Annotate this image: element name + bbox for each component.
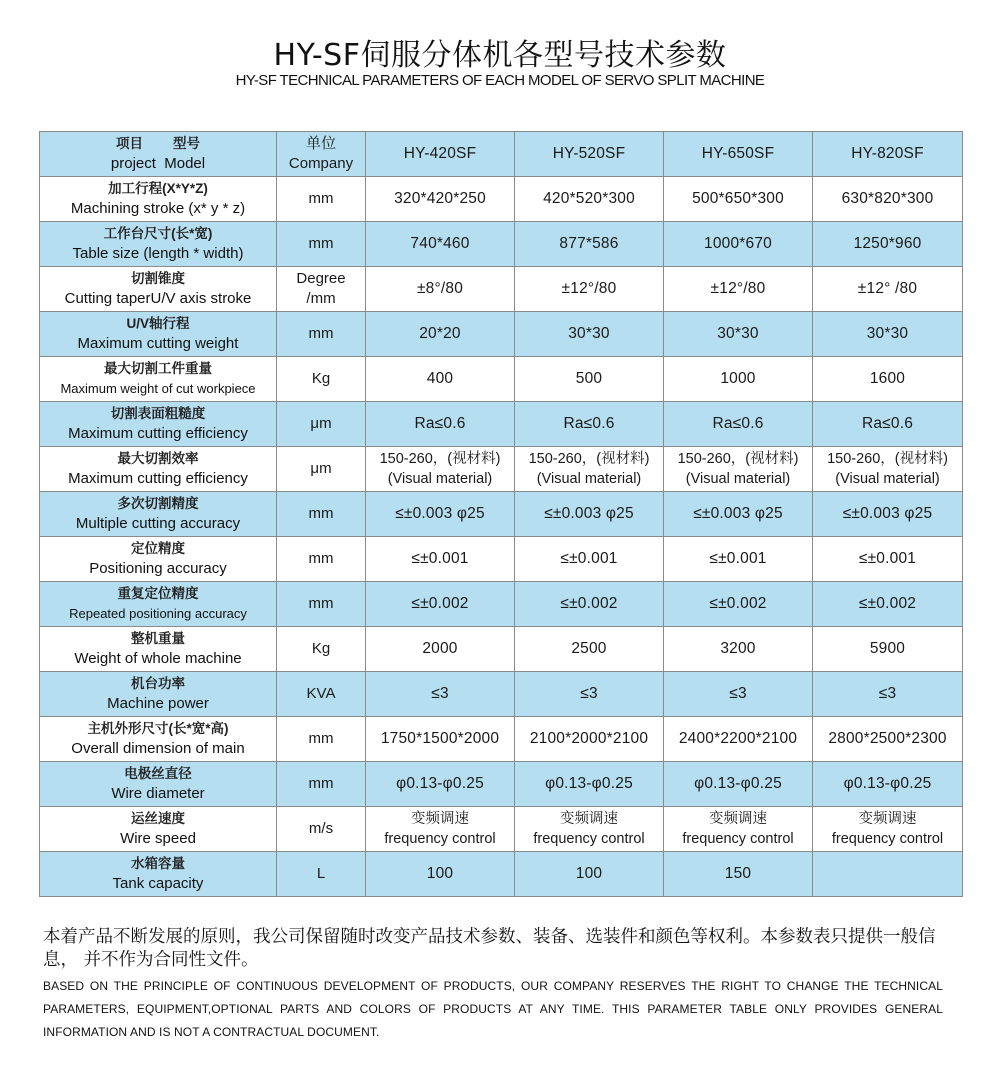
row-value-cell: ≤±0.001 xyxy=(515,537,664,582)
row-unit: Degree xyxy=(296,270,346,287)
row-value-cell: ≤3 xyxy=(813,672,963,717)
page-title: HY-SF伺服分体机各型号技术参数 xyxy=(273,38,727,73)
row-value-line2: (Visual material) xyxy=(685,471,791,487)
row-value-cell: ≤3 xyxy=(366,672,515,717)
header-model: HY-520SF xyxy=(515,132,664,177)
header-label-en: project Model xyxy=(110,155,206,172)
row-value-cell: 1250*960 xyxy=(813,222,963,267)
row-label-cell xyxy=(40,312,277,357)
header-label-cn: 项目 型号 xyxy=(115,136,200,151)
row-value-cell: Ra≤0.6 xyxy=(664,402,813,447)
row-unit: mm xyxy=(308,730,334,747)
row-value-cell: Ra≤0.6 xyxy=(515,402,664,447)
row-unit: Kg xyxy=(311,640,331,657)
row-value-line1: 150-260，(视材料) xyxy=(528,451,650,467)
table-row xyxy=(40,492,963,537)
row-value-cell: 500 xyxy=(515,357,664,402)
row-value-cell: ±12°/80 xyxy=(664,267,813,312)
row-value-cell: 740*460 xyxy=(366,222,515,267)
row-label-cn: 加工行程(X*Y*Z) xyxy=(108,181,208,196)
row-value-line1: 150-260，(视材料) xyxy=(677,451,799,467)
row-unit-cell xyxy=(277,267,366,312)
row-label-cn: 工作台尺寸(长*宽) xyxy=(103,226,213,241)
row-label-cn: 最大切割工件重量 xyxy=(104,361,212,376)
row-label-cn: 多次切割精度 xyxy=(117,496,199,511)
row-label-cell xyxy=(40,537,277,582)
row-label-en: Machining stroke (x* y * z) xyxy=(70,200,246,217)
row-value-line2: frequency control xyxy=(831,831,944,847)
row-label-en: Overall dimension of main xyxy=(71,740,245,757)
row-unit-cell xyxy=(277,672,366,717)
row-unit: L xyxy=(316,865,326,882)
row-label-cn: 机台功率 xyxy=(131,676,185,691)
row-value-cell: 1000*670 xyxy=(664,222,813,267)
row-value-cell: φ0.13-φ0.25 xyxy=(515,762,664,807)
table-row xyxy=(40,582,963,627)
table-row xyxy=(40,537,963,582)
row-value-line2: frequency control xyxy=(682,831,794,847)
row-value-cell: φ0.13-φ0.25 xyxy=(664,762,813,807)
row-unit-cell xyxy=(277,447,366,492)
row-value-cell: ≤±0.003 φ25 xyxy=(366,492,515,537)
row-value-line1: 变频调速 xyxy=(560,811,618,827)
row-value-cell: 400 xyxy=(366,357,515,402)
row-value-cell: ≤±0.001 xyxy=(664,537,813,582)
row-value-cell: ±12° /80 xyxy=(813,267,963,312)
row-value-cell: 2100*2000*2100 xyxy=(515,717,664,762)
row-label-cn: 主机外形尺寸(长*宽*高) xyxy=(87,721,229,736)
row-label-cell xyxy=(40,627,277,672)
row-label-cell xyxy=(40,852,277,897)
row-unit-cell xyxy=(277,627,366,672)
page-subtitle: HY-SF TECHNICAL PARAMETERS OF EACH MODEL OF SERVO SPLIT MACHINE xyxy=(235,72,765,89)
row-value-cell: Ra≤0.6 xyxy=(813,402,963,447)
row-value-cell: ≤±0.003 φ25 xyxy=(813,492,963,537)
row-value-cell: 630*820*300 xyxy=(813,177,963,222)
row-value-cell xyxy=(515,807,664,852)
row-value-cell xyxy=(515,447,664,492)
row-unit-cell xyxy=(277,852,366,897)
header-unit-cell xyxy=(277,132,366,177)
row-unit-cell xyxy=(277,357,366,402)
row-value-cell: 1600 xyxy=(813,357,963,402)
row-unit-cell xyxy=(277,177,366,222)
table-row xyxy=(40,267,963,312)
row-label-en: Wire speed xyxy=(120,830,196,847)
row-unit-cell xyxy=(277,762,366,807)
row-value-line1: 150-260，(视材料) xyxy=(379,451,501,467)
disclaimer-en: BASED ON THE PRINCIPLE OF CONTINUOUS DEVELOPMENT OF PRODUCTS, OUR COMPANY RESERVES THE RIGHT TO CHANGE THE TECHNICAL PARAMETERS, EQUIPMENT,OPTIONAL PARTS AND COLORS OF PRODUCTS AT ANY TIME. THIS PARAMETER TABLE ONLY PROVIDES GENERAL INFORMATION AND IS NOT A CONTRACTUAL DOCUMENT. xyxy=(43,979,943,1039)
row-unit-cell xyxy=(277,537,366,582)
row-value-cell: ≤±0.002 xyxy=(515,582,664,627)
row-label-cell xyxy=(40,447,277,492)
row-value-line2: (Visual material) xyxy=(536,471,642,487)
row-value-cell xyxy=(366,447,515,492)
spec-table xyxy=(39,131,963,897)
row-value-cell: 5900 xyxy=(813,627,963,672)
table-header-row xyxy=(40,132,963,177)
row-value-cell xyxy=(366,807,515,852)
row-label-cell xyxy=(40,357,277,402)
row-value-cell: ≤±0.002 xyxy=(813,582,963,627)
row-value-cell: ≤±0.003 φ25 xyxy=(515,492,664,537)
row-label-cn: 切割锥度 xyxy=(131,271,185,286)
row-value-cell: ≤±0.002 xyxy=(366,582,515,627)
row-value-line1: 变频调速 xyxy=(411,811,469,827)
row-unit-cell xyxy=(277,312,366,357)
row-label-cell xyxy=(40,582,277,627)
row-value-cell xyxy=(664,807,813,852)
row-label-en: Wire diameter xyxy=(111,785,205,802)
table-row xyxy=(40,807,963,852)
table-row xyxy=(40,672,963,717)
row-label-cell xyxy=(40,222,277,267)
row-label-en: Maximum cutting efficiency xyxy=(68,425,248,442)
row-label-cn: 运丝速度 xyxy=(131,811,185,826)
table-row xyxy=(40,852,963,897)
row-label-en: Cutting taperU/V axis stroke xyxy=(64,290,252,307)
table-row xyxy=(40,447,963,492)
row-label-en: Tank capacity xyxy=(112,875,204,892)
row-value-line2: frequency control xyxy=(533,831,645,847)
row-label-en: Maximum cutting weight xyxy=(77,335,239,352)
row-unit: KVA xyxy=(306,685,336,702)
row-label-cn: 电极丝直径 xyxy=(124,766,192,781)
row-value-line2: (Visual material) xyxy=(387,471,493,487)
row-label-en: Multiple cutting accuracy xyxy=(75,515,241,532)
row-value-cell: φ0.13-φ0.25 xyxy=(813,762,963,807)
row-value-cell: 2500 xyxy=(515,627,664,672)
row-label-cn: 水箱容量 xyxy=(131,856,185,871)
header-model: HY-820SF xyxy=(813,132,963,177)
row-value-cell: 320*420*250 xyxy=(366,177,515,222)
row-value-cell: 1750*1500*2000 xyxy=(366,717,515,762)
row-value-line2: frequency control xyxy=(384,831,496,847)
row-unit: m/s xyxy=(308,820,334,837)
row-value-cell: 30*30 xyxy=(515,312,664,357)
row-label-cell xyxy=(40,267,277,312)
row-value-cell: 20*20 xyxy=(366,312,515,357)
header-unit-cn: 单位 xyxy=(305,135,336,152)
row-unit: mm xyxy=(308,595,334,612)
row-unit-cell xyxy=(277,402,366,447)
table-row xyxy=(40,312,963,357)
row-unit: Kg xyxy=(311,370,331,387)
row-label-cell xyxy=(40,402,277,447)
row-label-en: Weight of whole machine xyxy=(74,650,242,667)
row-unit-cell xyxy=(277,222,366,267)
row-value-cell: 100 xyxy=(366,852,515,897)
row-value-cell: 30*30 xyxy=(813,312,963,357)
row-label-cell xyxy=(40,717,277,762)
row-unit-cell xyxy=(277,807,366,852)
row-unit-cell xyxy=(277,582,366,627)
row-value-cell: ±8°/80 xyxy=(366,267,515,312)
row-unit: mm xyxy=(308,775,334,792)
row-value-cell: 1000 xyxy=(664,357,813,402)
row-unit: μm xyxy=(310,460,332,477)
row-label-cell xyxy=(40,762,277,807)
header-unit-en: Company xyxy=(288,155,354,172)
row-value-cell: ±12°/80 xyxy=(515,267,664,312)
row-unit: mm xyxy=(308,550,334,567)
row-label-cn: 最大切割效率 xyxy=(117,451,199,466)
row-value-line1: 变频调速 xyxy=(858,811,917,827)
row-value-cell: Ra≤0.6 xyxy=(366,402,515,447)
row-label-en: Machine power xyxy=(107,695,209,712)
row-label-en: Maximum cutting efficiency xyxy=(68,470,248,487)
row-value-cell: ≤3 xyxy=(664,672,813,717)
row-value-cell xyxy=(813,447,963,492)
table-row xyxy=(40,627,963,672)
header-model: HY-420SF xyxy=(366,132,515,177)
row-label-cn: U/V轴行程 xyxy=(126,316,190,331)
row-label-cell xyxy=(40,492,277,537)
row-unit-cell xyxy=(277,717,366,762)
table-row xyxy=(40,762,963,807)
row-unit: mm xyxy=(308,190,334,207)
row-value-cell: 2400*2200*2100 xyxy=(664,717,813,762)
row-value-cell xyxy=(813,852,963,897)
row-label-cn: 重复定位精度 xyxy=(117,586,199,601)
row-value-cell: 30*30 xyxy=(664,312,813,357)
row-value-cell xyxy=(813,807,963,852)
row-value-cell: 2000 xyxy=(366,627,515,672)
row-label-cn: 整机重量 xyxy=(131,631,185,646)
row-value-cell: 3200 xyxy=(664,627,813,672)
row-value-cell: 500*650*300 xyxy=(664,177,813,222)
table-row xyxy=(40,402,963,447)
row-label-cn: 定位精度 xyxy=(131,541,185,556)
row-label-cell xyxy=(40,807,277,852)
disclaimer-cn: 本着产品不断发展的原则，我公司保留随时改变产品技术参数、装备、选装件和颜色等权利。本参数表只提供一般信息， 并不作为合同性文件。 xyxy=(43,927,936,970)
header-model: HY-650SF xyxy=(664,132,813,177)
row-label-en: Positioning accuracy xyxy=(89,560,227,577)
row-label-cell xyxy=(40,672,277,717)
row-label-en: Maximum weight of cut workpiece xyxy=(60,381,256,396)
row-value-cell: 100 xyxy=(515,852,664,897)
row-value-cell: ≤±0.003 φ25 xyxy=(664,492,813,537)
row-unit: μm xyxy=(310,415,332,432)
table-row xyxy=(40,177,963,222)
row-value-line2: (Visual material) xyxy=(835,471,940,487)
row-value-cell: 150 xyxy=(664,852,813,897)
row-label-en: Repeated positioning accuracy xyxy=(69,606,247,621)
table-row xyxy=(40,357,963,402)
row-unit: mm xyxy=(308,235,334,252)
row-unit: mm xyxy=(308,325,334,342)
header-label-cell xyxy=(40,132,277,177)
row-value-cell: ≤±0.002 xyxy=(664,582,813,627)
row-value-cell: φ0.13-φ0.25 xyxy=(366,762,515,807)
table-row xyxy=(40,222,963,267)
row-unit: mm xyxy=(308,505,334,522)
row-value-line1: 150-260，(视材料) xyxy=(827,451,948,467)
row-value-cell: ≤±0.001 xyxy=(813,537,963,582)
table-row xyxy=(40,717,963,762)
row-unit-secondary: /mm xyxy=(306,290,336,307)
row-label-cell xyxy=(40,177,277,222)
row-value-cell xyxy=(664,447,813,492)
row-value-cell: ≤3 xyxy=(515,672,664,717)
row-label-cn: 切割表面粗糙度 xyxy=(110,406,206,421)
row-value-cell: 877*586 xyxy=(515,222,664,267)
row-value-cell: ≤±0.001 xyxy=(366,537,515,582)
row-value-line1: 变频调速 xyxy=(709,811,767,827)
row-value-cell: 2800*2500*2300 xyxy=(813,717,963,762)
row-label-en: Table size (length * width) xyxy=(72,245,244,262)
row-unit-cell xyxy=(277,492,366,537)
row-value-cell: 420*520*300 xyxy=(515,177,664,222)
